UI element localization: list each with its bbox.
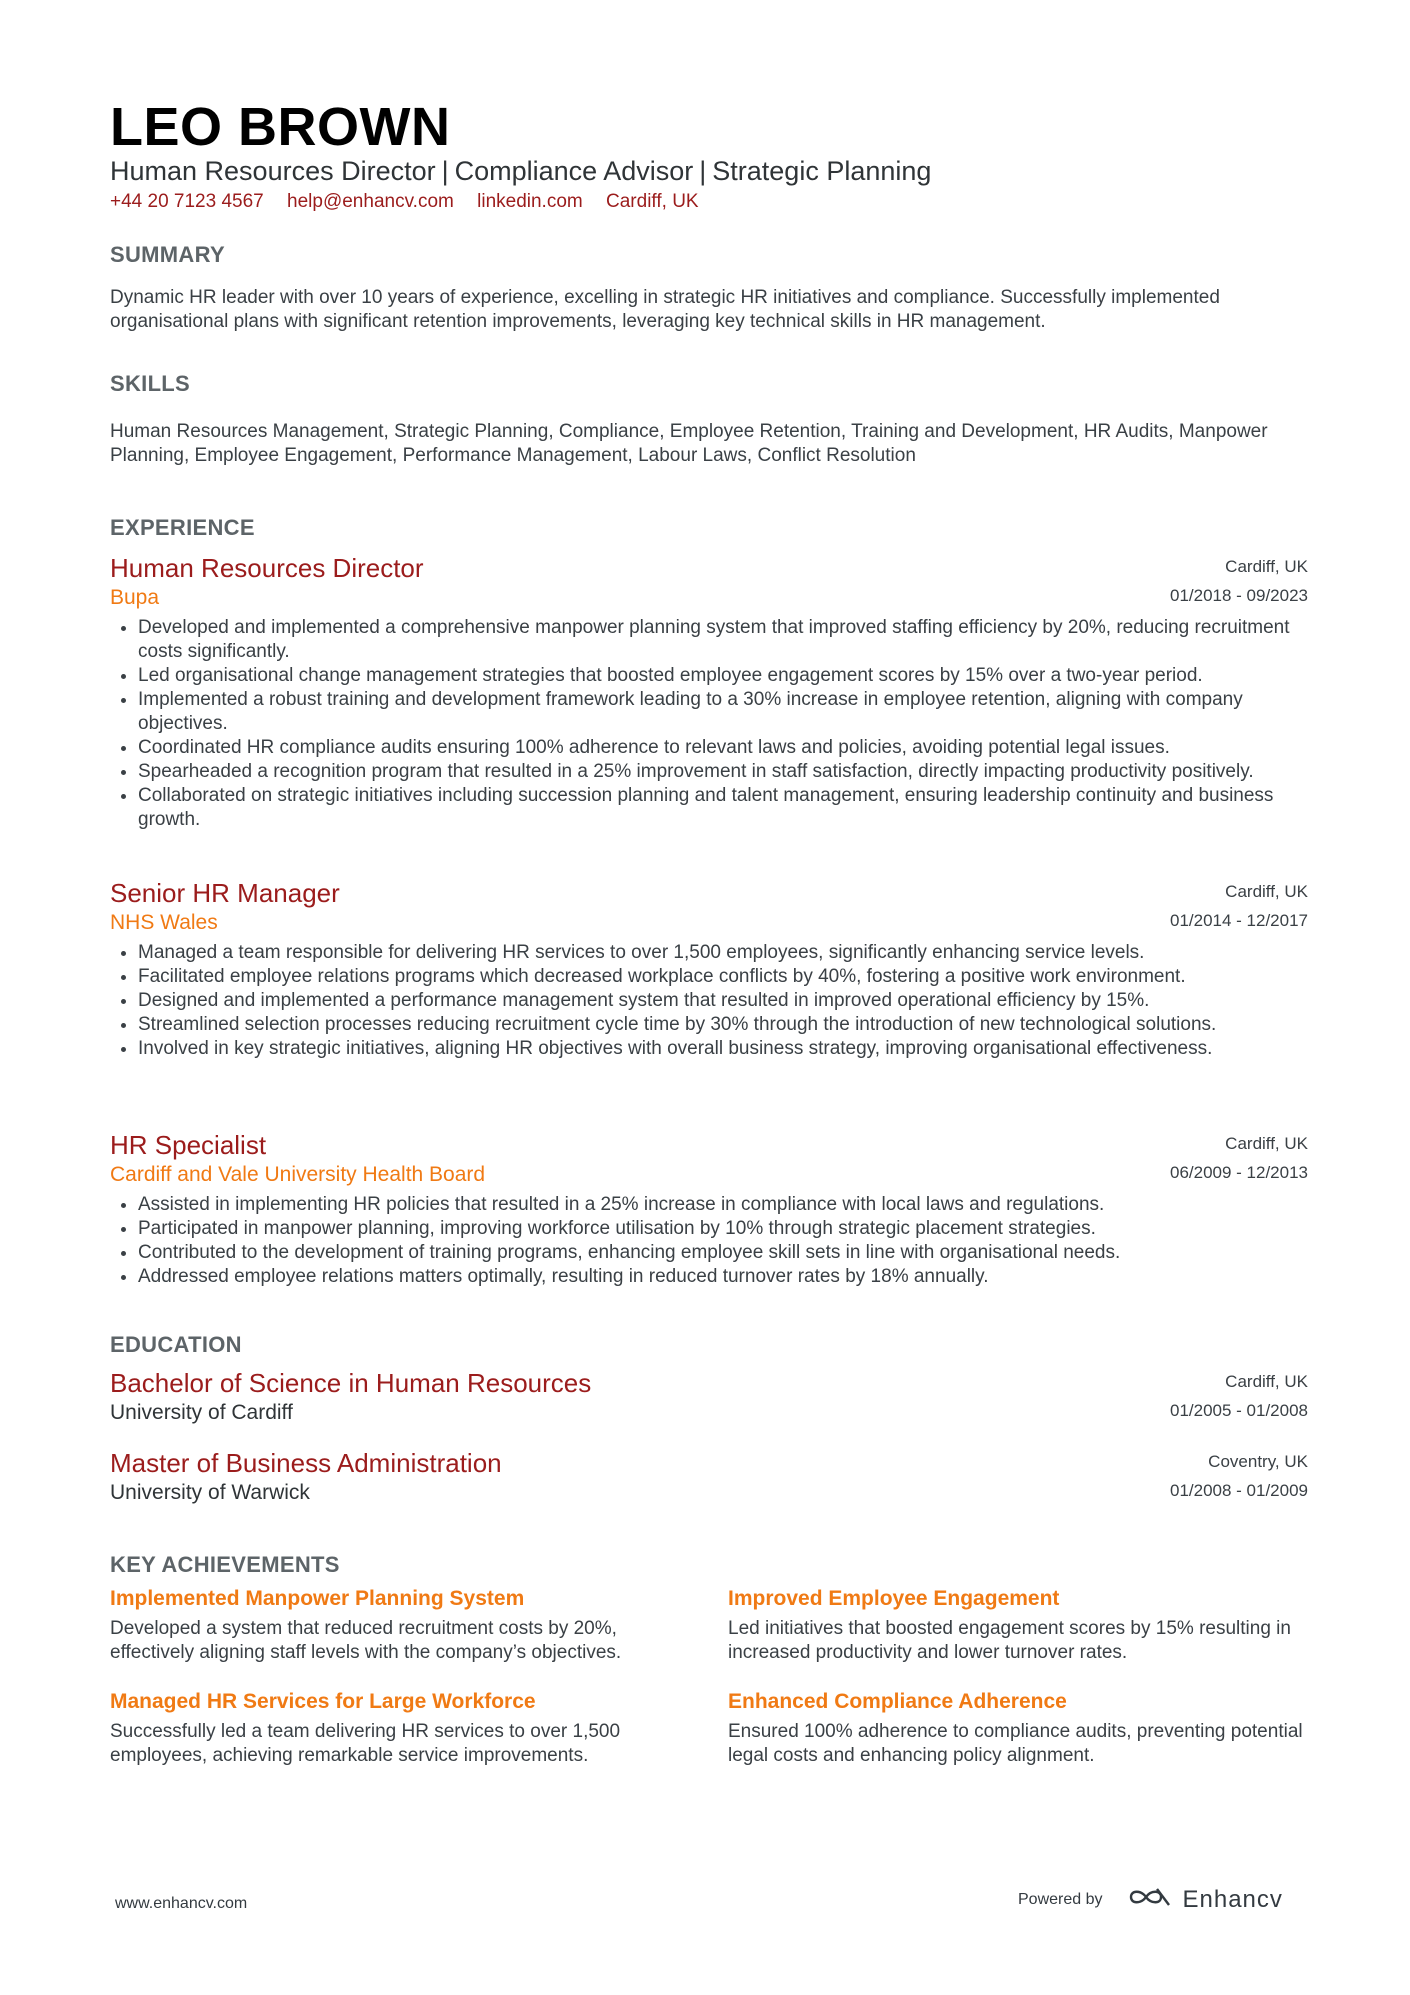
skill-item: Human Resources Management , [110, 421, 394, 442]
bullet-item: • Coordinated HR compliance audits ensuring 100% adherence to relevant laws and policies, avoiding potential legal issues. [138, 736, 1308, 760]
achievement-desc: Ensured 100% adherence to compliance audits, preventing potential legal costs and enhancing policy alignment. [728, 1721, 1303, 1766]
school-name: University of Warwick [110, 1481, 310, 1504]
bullet-item: • Facilitated employee relations programs which decreased workplace conflicts by 40%, fostering a positive work environment. [138, 965, 1308, 989]
skill-item: Employee Retention , [670, 421, 851, 442]
education-entry [110, 1367, 1308, 1427]
bullet-item: • Designed and implemented a performance management system that resulted in improved operational efficiency by 15%. [138, 989, 1308, 1013]
job-dates: 01/2014 - 12/2017 [1169, 911, 1308, 930]
brand-name: Enhancv [1182, 1885, 1283, 1913]
job-company: Cardiff and Vale University Health Board [110, 1163, 486, 1186]
job-entry [110, 1129, 1308, 1289]
skill-item: Performance Management , [403, 445, 639, 466]
education-heading: EDUCATION [110, 1332, 242, 1357]
job-title: HR Specialist [110, 1130, 267, 1160]
footer-website[interactable]: www.enhancv.com [115, 1895, 248, 1912]
bullet-item: • Participated in manpower planning, improving workforce utilisation by 10% through strategic placement strategies. [138, 1217, 1308, 1241]
achievement-title: Managed HR Services for Large Workforce [110, 1690, 536, 1713]
achievement-title: Enhanced Compliance Adherence [728, 1690, 1067, 1713]
job-entry [110, 552, 1308, 832]
bullet-item: • Led organisational change management strategies that boosted employee engagement scores by 15% over a two-year period. [138, 664, 1308, 688]
skill-item: Labour Laws , [638, 445, 757, 466]
headline-role-3: Strategic Planning [712, 156, 932, 186]
enhancv-logo-icon [1127, 1884, 1173, 1915]
achievement-item [728, 1585, 1318, 1665]
job-location: Cardiff, UK [1225, 882, 1308, 901]
bullet-item: • Involved in key strategic initiatives, aligning HR objectives with overall business strategy, improving organisational effectiveness. [138, 1037, 1308, 1061]
achievement-title: Improved Employee Engagement [728, 1587, 1060, 1610]
bullet-item: • Streamlined selection processes reducing recruitment cycle time by 30% through the introduction of new technological solutions. [138, 1013, 1308, 1037]
contact-info [110, 190, 717, 214]
education-entry [110, 1447, 1308, 1507]
bullet-item: • Contributed to the development of training programs, enhancing employee skill sets in line with organisational needs. [138, 1241, 1308, 1265]
school-name: University of Cardiff [110, 1401, 293, 1424]
summary-text: Dynamic HR leader with over 10 years of experience, excelling in strategic HR initiatives and compliance. Successfully implemented organisational plans with significant retention improvements, leveraging key technical skills in HR management. [110, 287, 1220, 332]
job-bullets [110, 941, 1308, 1061]
job-meta [1170, 552, 1308, 610]
job-location: Cardiff, UK [1225, 1134, 1308, 1153]
degree-title: Bachelor of Science in Human Resources [110, 1368, 592, 1398]
powered-by-label: Powered by [1018, 1890, 1103, 1908]
achievement-desc: Led initiatives that boosted engagement scores by 15% resulting in increased productivity and lower turnover rates. [728, 1618, 1291, 1663]
skills-heading: SKILLS [110, 371, 191, 396]
contact-email[interactable]: help@enhancv.com [287, 191, 454, 212]
job-meta [1170, 877, 1308, 935]
contact-phone[interactable]: +44 20 7123 4567 [110, 191, 264, 212]
job-company: Bupa [110, 586, 160, 609]
job-location: Cardiff, UK [1225, 557, 1308, 576]
skill-item: Training and Development , [851, 421, 1084, 442]
bullet-item: • Spearheaded a recognition program that resulted in a 25% improvement in staff satisfaction, directly impacting productivity positively. [138, 760, 1308, 784]
education-location: Cardiff, UK [1225, 1372, 1308, 1391]
job-meta [1170, 1129, 1308, 1187]
degree-title: Master of Business Administration [110, 1448, 502, 1478]
achievements-heading: KEY ACHIEVEMENTS [110, 1552, 340, 1577]
footer-branding [1018, 1884, 1283, 1915]
education-dates: 01/2005 - 01/2008 [1169, 1401, 1308, 1420]
summary-heading: SUMMARY [110, 242, 225, 267]
education-location: Coventry, UK [1208, 1452, 1308, 1471]
education-dates: 01/2008 - 01/2009 [1169, 1481, 1308, 1500]
contact-location: Cardiff, UK [606, 191, 699, 212]
job-title: Senior HR Manager [110, 878, 340, 908]
job-bullets [110, 616, 1308, 832]
skill-item: Compliance , [559, 421, 670, 442]
job-company: NHS Wales [110, 911, 218, 934]
achievement-desc: Successfully led a team delivering HR services to over 1,500 employees, achieving remarkable service improvements. [110, 1721, 621, 1766]
bullet-item: • Developed and implemented a comprehensive manpower planning system that improved staffing efficiency by 20%, reducing recruitment costs significantly. [138, 616, 1308, 664]
skills-list [110, 420, 1308, 468]
achievement-item [728, 1688, 1318, 1768]
job-title: Human Resources Director [110, 553, 424, 583]
skill-item: Employee Engagement , [195, 445, 403, 466]
achievement-title: Implemented Manpower Planning System [110, 1587, 525, 1610]
job-entry [110, 877, 1308, 1061]
skill-item: Strategic Planning , [394, 421, 559, 442]
headline-separator: | [699, 156, 707, 186]
bullet-item: • Managed a team responsible for delivering HR services to over 1,500 employees, significantly enhancing service levels. [138, 941, 1308, 965]
achievement-item [110, 1688, 700, 1768]
job-dates: 06/2009 - 12/2013 [1169, 1163, 1308, 1182]
job-dates: 01/2018 - 09/2023 [1169, 586, 1308, 605]
headline [110, 154, 931, 188]
candidate-name: LEO BROWN [110, 97, 451, 157]
experience-heading: EXPERIENCE [110, 515, 255, 540]
education-meta [1170, 1447, 1308, 1505]
bullet-item: • Collaborated on strategic initiatives including succession planning and talent management, ensuring leadership continuity and business growth. [138, 784, 1308, 832]
headline-separator: | [441, 156, 449, 186]
bullet-item: • Implemented a robust training and development framework leading to a 30% increase in employee retention, aligning with company objectives. [138, 688, 1308, 736]
achievement-desc: Developed a system that reduced recruitment costs by 20%, effectively aligning staff levels with the company’s objectives. [110, 1618, 622, 1663]
contact-linkedin[interactable]: linkedin.com [477, 191, 583, 212]
education-meta [1170, 1367, 1308, 1425]
bullet-item: • Assisted in implementing HR policies that resulted in a 25% increase in compliance with local laws and regulations. [138, 1193, 1308, 1217]
skill-item: Conflict Resolution [757, 445, 916, 466]
bullet-item: • Addressed employee relations matters optimally, resulting in reduced turnover rates by 18% annually. [138, 1265, 1308, 1289]
headline-role-1: Human Resources Director [110, 156, 436, 186]
skill-item: Manpower Planning , [110, 421, 1268, 466]
skill-item: HR Audits , [1084, 421, 1179, 442]
job-bullets [110, 1193, 1308, 1289]
achievement-item [110, 1585, 700, 1665]
headline-role-2: Compliance Advisor [454, 156, 694, 186]
